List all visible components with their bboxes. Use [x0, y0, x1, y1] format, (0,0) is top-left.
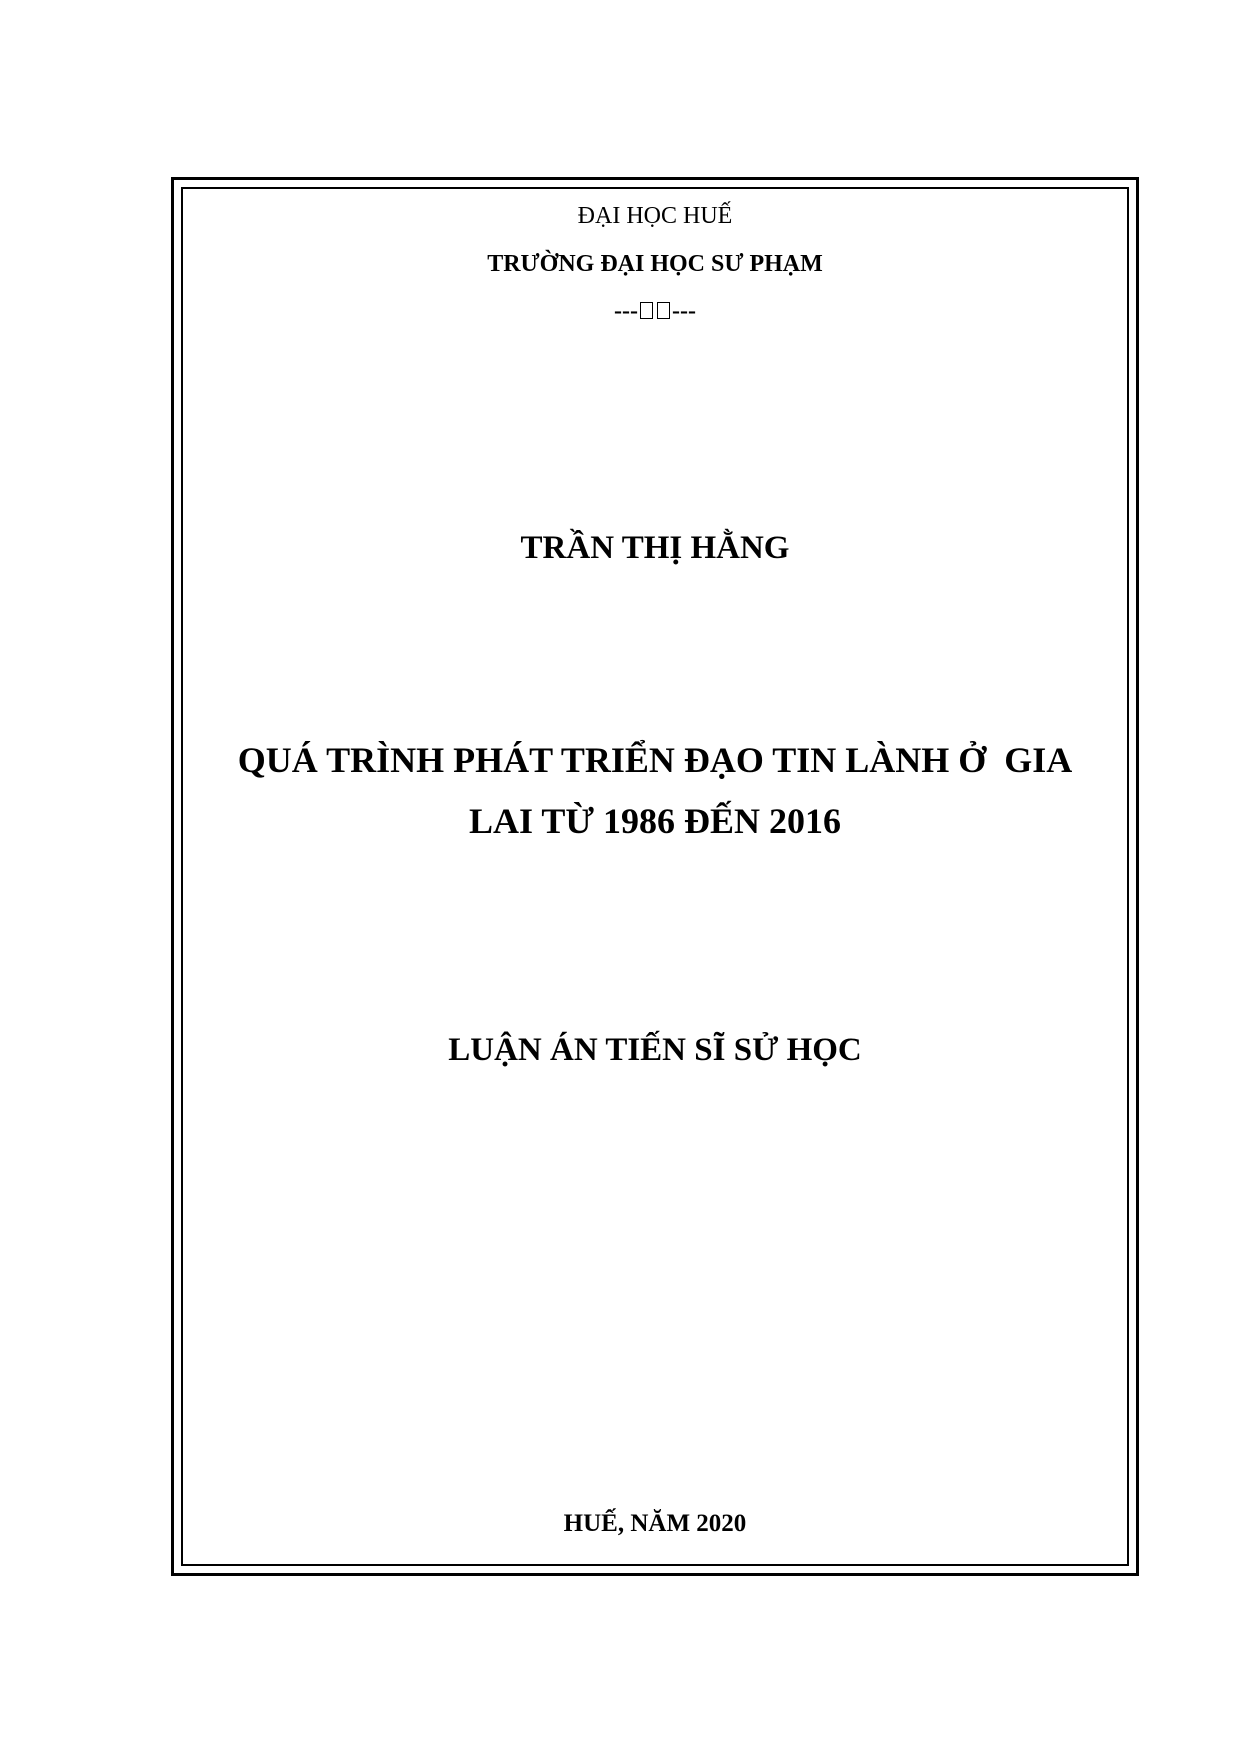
ornament-square-icon — [640, 302, 653, 319]
header-ornament — [171, 298, 1139, 325]
author-name: TRẦN THỊ HẰNG — [520, 530, 790, 566]
place-year: HUẾ, NĂM 2020 — [563, 1510, 747, 1537]
ornament-dashes-right: --- — [672, 298, 696, 324]
school-name: TRƯỜNG ĐẠI HỌC SƯ PHẠM — [487, 251, 823, 277]
ornament-dashes-left: --- — [614, 298, 638, 324]
thesis-title-line: QUÁ TRÌNH PHÁT TRIỂN ĐẠO TIN LÀNH Ở GIA — [237, 740, 1073, 780]
thesis-title — [171, 730, 1139, 852]
university-name: ĐẠI HỌC HUẾ — [577, 203, 733, 229]
ornament-square-icon — [657, 302, 670, 319]
degree-label: LUẬN ÁN TIẾN SĨ SỬ HỌC — [448, 1032, 862, 1068]
thesis-title-line: LAI TỪ 1986 ĐẾN 2016 — [468, 801, 842, 841]
page-border-inner — [181, 187, 1129, 1566]
